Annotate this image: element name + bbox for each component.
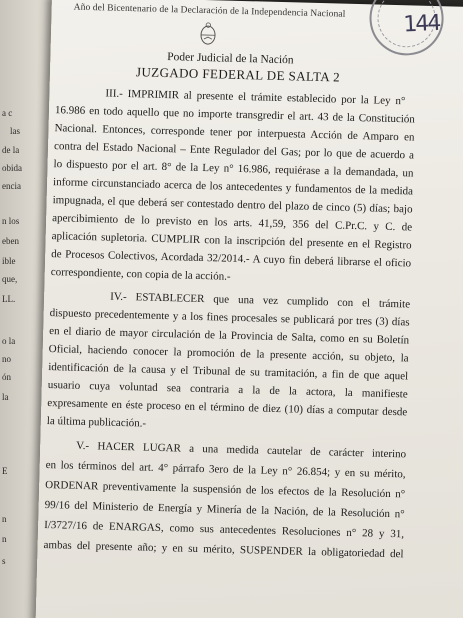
body-line: Oficial, haciendo conocer la promoción de la presente acción, su objeto, la (48, 343, 409, 365)
body-line: contra del Estado Nacional – Ente Regulador del Gas; por lo que de acuerdo a (53, 140, 415, 162)
body-line: III.- IMPRIMIR al presente el trámite establecido por la Ley n° (105, 87, 406, 108)
underlying-text: las (10, 126, 20, 136)
underlying-text: s (2, 556, 6, 566)
body-line: I/3727/16 de ENARGAS, como sus antecedentes Resoluciones n° 28 y 31, (43, 518, 405, 541)
body-line: V.- HACER LUGAR a una medida cautelar de carácter interino (76, 439, 407, 461)
underlying-text: obida (2, 163, 22, 173)
coat-of-arms-icon (199, 22, 218, 46)
underlying-text: n (2, 514, 7, 524)
body-line: 16.986 en todo aquello que no importe transgredir el art. 43 de la Constitución (54, 104, 416, 126)
institution-name: Poder Judicial de la Nación (167, 51, 294, 67)
body-line: en los términos del art. 4° párrafo 3ero de la Ley n° 26.854; y en su mérito, (45, 458, 406, 481)
body-line: lo dispuesto por el art. 8° de la Ley n° 16.986, requiérase a la demandada, un (53, 158, 414, 180)
body-line: ambas del presente año; y en su mérito, SUSPENDER la obligatoriedad del (43, 538, 404, 561)
body-line: correspondiente, con copia de la acción.- (50, 266, 231, 283)
body-line: aplicación supletoria. CUMPLIR con la inscripción del presente en el Registro (51, 230, 412, 252)
body-line: usuario cuya voluntad sea contraria a la de la actora, la manifieste (47, 379, 408, 401)
body-line: en el diario de mayor circulación de la Provincia de Salta, como en su Boletín (49, 325, 410, 347)
underlying-text: ón (2, 372, 11, 382)
underlying-text: ible (2, 256, 16, 266)
running-title: Año del Bicentenario de la Declaración de la Independencia Nacional (73, 2, 346, 20)
body-line: 99/16 del Ministerio de Energía y Minería de la Nación, de la Resolución n° (44, 498, 405, 521)
body-line: de Procesos Colectivos, Acordada 32/2014.- A cuyo fin deberá librarse el oficio (51, 248, 412, 270)
underlying-text: E (2, 466, 8, 476)
document-page (35, 0, 463, 618)
body-line: impugnada, el que deberá ser contestado dentro del plazo de cinco (5) días; bajo (52, 194, 413, 216)
body-line: IV.- ESTABLECER que una vez cumplido con el trámite (109, 290, 411, 311)
body-line: apercibimiento de lo previsto en los arts. 41,59, 356 del C.Pr.C. y C. de (52, 212, 413, 234)
underlying-text: la (2, 392, 9, 402)
court-name: JUZGADO FEDERAL DE SALTA 2 (135, 64, 341, 85)
underlying-text: n (2, 534, 7, 544)
underlying-text: eben (2, 236, 19, 246)
underlying-text: que, (2, 274, 18, 284)
body-line: dispuesto precedentemente y a los fines procesales se publicará por tres (3) días (49, 307, 410, 329)
body-line: la última publicación.- (46, 415, 147, 430)
body-line: expresamente en éste proceso en el término de diez (10) días a computar desde (47, 397, 408, 419)
underlying-text: encia (2, 181, 21, 191)
underlying-text: n los (2, 216, 20, 226)
underlying-text: LL. (2, 294, 16, 304)
body-line: ORDENAR preventivamente la suspensión de los efectos de la Resolución n° (45, 478, 406, 501)
underlying-text: a c (2, 108, 13, 118)
body-line: informe circunstanciado acerca de los antecedentes y fundamentos de la medida (52, 176, 414, 198)
underlying-text: de la (2, 145, 20, 155)
underlying-text: o la (2, 336, 16, 346)
folio-number: 144 (402, 10, 440, 38)
body-line: identificación de la causa y el Tribunal de su tramitación, a fin de que aquel (48, 361, 409, 383)
underlying-text: no (2, 354, 11, 364)
body-line: Nacional. Entonces, corresponde tener por interpuesta Acción de Amparo en (54, 122, 415, 144)
